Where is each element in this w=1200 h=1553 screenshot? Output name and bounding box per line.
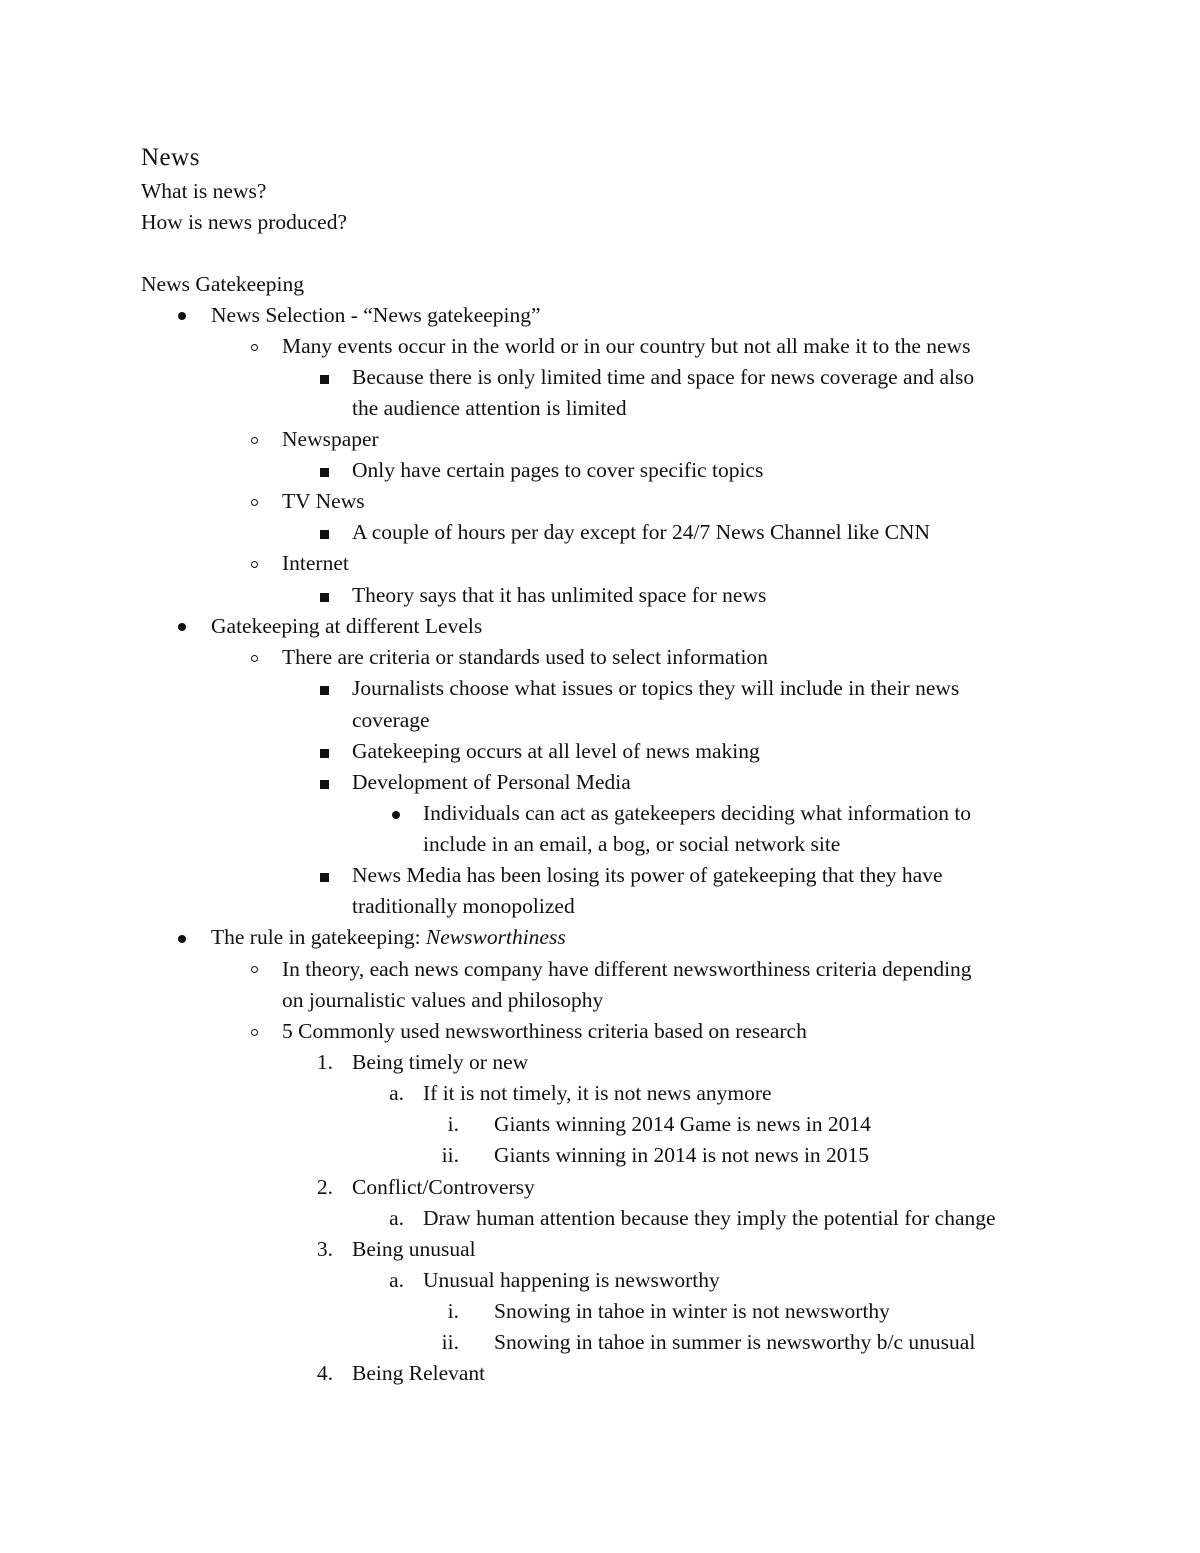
question-how-produced: How is news produced? xyxy=(141,210,347,234)
list-item-unusual-happening: Unusual happening is newsworthy xyxy=(423,1268,720,1292)
list-item-criteria-standards: There are criteria or standards used to select information xyxy=(282,645,768,669)
list-roman: ii. xyxy=(441,1330,459,1354)
document-title: News xyxy=(141,144,200,171)
bullet-circle-icon xyxy=(251,1029,258,1036)
section-heading: News Gatekeeping xyxy=(141,272,304,296)
list-item-internet: Internet xyxy=(282,551,349,575)
list-item-giants-2015: Giants winning in 2014 is not news in 2015 xyxy=(494,1143,870,1167)
list-item-relevant: Being Relevant xyxy=(352,1361,486,1385)
bullet-circle-icon xyxy=(251,344,258,351)
list-number: 3. xyxy=(316,1237,333,1261)
list-item-all-levels: Gatekeeping occurs at all level of news making xyxy=(352,739,760,763)
list-letter: a. xyxy=(389,1206,404,1230)
bullet-square-icon xyxy=(320,873,329,882)
list-item-limited-time: Because there is only limited time and space for news coverage and also xyxy=(352,365,975,389)
list-item-five-criteria: 5 Commonly used newsworthiness criteria based on research xyxy=(282,1019,807,1043)
list-roman: ii. xyxy=(441,1143,459,1167)
bullet-square-icon xyxy=(320,780,329,789)
list-item-gatekeeping-levels: Gatekeeping at different Levels xyxy=(211,614,483,638)
bullet-square-icon xyxy=(320,530,329,539)
bullet-circle-icon xyxy=(251,655,258,662)
list-item-snow-winter: Snowing in tahoe in winter is not newsworthy xyxy=(494,1299,890,1323)
list-item-theory-unlimited: Theory says that it has unlimited space for news xyxy=(352,583,767,607)
bullet-circle-icon xyxy=(251,437,258,444)
list-item-in-theory: In theory, each news company have different newsworthiness criteria depending xyxy=(282,957,972,981)
rule-prefix: The rule in gatekeeping: xyxy=(211,925,426,949)
list-item-journalists-choose-cont: coverage xyxy=(352,708,430,732)
list-item-rule-newsworthiness xyxy=(211,922,566,953)
list-item-draw-attention: Draw human attention because they imply the potential for change xyxy=(423,1206,996,1230)
list-letter: a. xyxy=(389,1081,404,1105)
list-item-snow-summer: Snowing in tahoe in summer is newsworthy b/c unusual xyxy=(494,1330,976,1354)
list-item-individuals-gatekeepers-cont: include in an email, a bog, or social network site xyxy=(423,832,841,856)
list-item-journalists-choose: Journalists choose what issues or topics they will include in their news xyxy=(352,676,960,700)
list-letter: a. xyxy=(389,1268,404,1292)
list-roman: i. xyxy=(447,1299,459,1323)
bullet-square-icon xyxy=(320,686,329,695)
bullet-square-icon xyxy=(320,593,329,602)
list-item-in-theory-cont: on journalistic values and philosophy xyxy=(282,988,604,1012)
list-number: 4. xyxy=(316,1361,333,1385)
bullet-square-icon xyxy=(320,375,329,384)
list-number: 2. xyxy=(316,1175,333,1199)
bullet-dot-icon xyxy=(178,623,186,631)
list-item-newspaper: Newspaper xyxy=(282,427,379,451)
list-item-losing-power: News Media has been losing its power of gatekeeping that they have xyxy=(352,863,943,887)
bullet-dot-icon xyxy=(392,811,400,819)
list-item-individuals-gatekeepers: Individuals can act as gatekeepers deciding what information to xyxy=(423,801,972,825)
list-item-personal-media: Development of Personal Media xyxy=(352,770,631,794)
list-item-conflict: Conflict/Controversy xyxy=(352,1175,535,1199)
list-item-unusual: Being unusual xyxy=(352,1237,476,1261)
list-item-limited-time-cont: the audience attention is limited xyxy=(352,396,627,420)
list-item-couple-hours: A couple of hours per day except for 24/7 News Channel like CNN xyxy=(352,520,930,544)
bullet-dot-icon xyxy=(178,935,186,943)
bullet-circle-icon xyxy=(251,966,258,973)
bullet-dot-icon xyxy=(178,312,186,320)
list-item-tv-news: TV News xyxy=(282,489,365,513)
list-item-certain-pages: Only have certain pages to cover specific topics xyxy=(352,458,764,482)
list-item-giants-2014: Giants winning 2014 Game is news in 2014 xyxy=(494,1112,871,1136)
list-item-news-selection: News Selection - “News gatekeeping” xyxy=(211,303,541,327)
list-number: 1. xyxy=(316,1050,333,1074)
rule-term: Newsworthiness xyxy=(425,925,566,949)
list-roman: i. xyxy=(447,1112,459,1136)
bullet-square-icon xyxy=(320,468,329,477)
bullet-circle-icon xyxy=(251,499,258,506)
bullet-square-icon xyxy=(320,749,329,758)
list-item-many-events: Many events occur in the world or in our country but not all make it to the news xyxy=(282,334,971,358)
list-item-timely: Being timely or new xyxy=(352,1050,529,1074)
question-what-is-news: What is news? xyxy=(141,179,267,203)
bullet-circle-icon xyxy=(251,561,258,568)
list-item-losing-power-cont: traditionally monopolized xyxy=(352,894,575,918)
list-item-not-timely: If it is not timely, it is not news anymore xyxy=(423,1081,772,1105)
